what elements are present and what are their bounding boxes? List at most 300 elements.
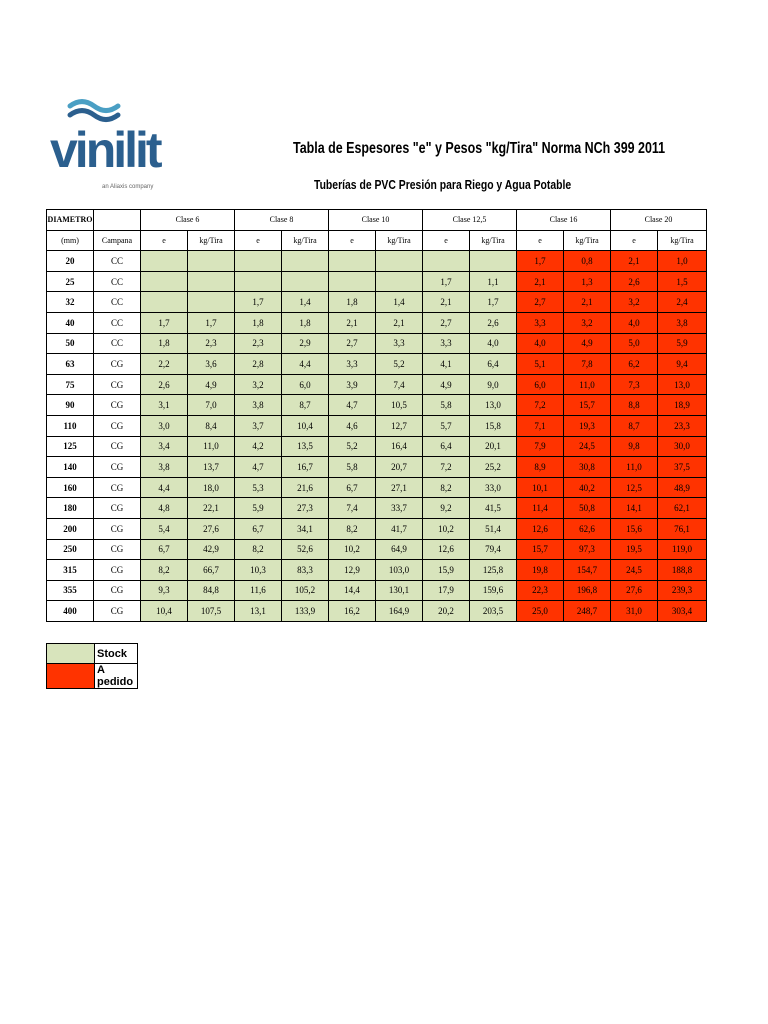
value-cell: 25,2 xyxy=(470,457,517,478)
value-cell: 13,7 xyxy=(188,457,235,478)
value-cell: 12,6 xyxy=(517,518,564,539)
diameter-cell: 32 xyxy=(47,292,94,313)
value-cell: 2,1 xyxy=(423,292,470,313)
header-class: Clase 12,5 xyxy=(423,210,517,231)
value-cell: 7,1 xyxy=(517,415,564,436)
value-cell: 2,2 xyxy=(141,354,188,375)
table-row xyxy=(47,271,707,292)
value-cell: 3,1 xyxy=(141,395,188,416)
value-cell xyxy=(329,251,376,272)
value-cell: 0,8 xyxy=(564,251,611,272)
value-cell: 303,4 xyxy=(658,601,707,622)
value-cell: 12,6 xyxy=(423,539,470,560)
value-cell: 6,7 xyxy=(235,518,282,539)
value-cell: 4,4 xyxy=(141,477,188,498)
value-cell: 2,1 xyxy=(611,251,658,272)
value-cell: 50,8 xyxy=(564,498,611,519)
value-cell: 15,8 xyxy=(470,415,517,436)
value-cell: 5,2 xyxy=(329,436,376,457)
value-cell: 1,4 xyxy=(376,292,423,313)
diameter-cell: 250 xyxy=(47,539,94,560)
diameter-cell: 200 xyxy=(47,518,94,539)
value-cell: 133,9 xyxy=(282,601,329,622)
value-cell: 7,2 xyxy=(517,395,564,416)
value-cell: 1,8 xyxy=(235,312,282,333)
value-cell: 27,6 xyxy=(611,580,658,601)
value-cell: 203,5 xyxy=(470,601,517,622)
header-spacer xyxy=(94,210,141,231)
value-cell: 12,9 xyxy=(329,560,376,581)
value-cell: 31,0 xyxy=(611,601,658,622)
value-cell: 11,6 xyxy=(235,580,282,601)
value-cell: 6,0 xyxy=(517,374,564,395)
value-cell: 4,7 xyxy=(329,395,376,416)
value-cell: 5,1 xyxy=(517,354,564,375)
value-cell: 18,9 xyxy=(658,395,707,416)
header-row-columns xyxy=(47,230,707,251)
value-cell: 10,2 xyxy=(423,518,470,539)
value-cell: 3,8 xyxy=(235,395,282,416)
value-cell: 42,9 xyxy=(188,539,235,560)
table-row xyxy=(47,415,707,436)
header-class: Clase 20 xyxy=(611,210,707,231)
value-cell: 62,6 xyxy=(564,518,611,539)
value-cell: 2,8 xyxy=(235,354,282,375)
legend-swatch-stock xyxy=(47,644,95,664)
value-cell: 9,8 xyxy=(611,436,658,457)
diameter-cell: 75 xyxy=(47,374,94,395)
legend-swatch-pedido xyxy=(47,664,95,689)
legend-label-pedido: A pedido xyxy=(95,664,138,689)
value-cell: 196,8 xyxy=(564,580,611,601)
value-cell xyxy=(282,271,329,292)
value-cell: 62,1 xyxy=(658,498,707,519)
value-cell: 1,0 xyxy=(658,251,707,272)
campana-cell: CG xyxy=(94,580,141,601)
value-cell: 105,2 xyxy=(282,580,329,601)
legend-item-pedido xyxy=(47,664,138,689)
value-cell: 15,7 xyxy=(517,539,564,560)
value-cell: 40,2 xyxy=(564,477,611,498)
value-cell: 7,9 xyxy=(517,436,564,457)
diameter-cell: 315 xyxy=(47,560,94,581)
value-cell: 3,3 xyxy=(376,333,423,354)
campana-cell: CG xyxy=(94,374,141,395)
value-cell xyxy=(188,251,235,272)
value-cell: 3,2 xyxy=(564,312,611,333)
value-cell: 34,1 xyxy=(282,518,329,539)
value-cell: 64,9 xyxy=(376,539,423,560)
value-cell: 2,7 xyxy=(517,292,564,313)
campana-cell: CC xyxy=(94,312,141,333)
value-cell: 5,2 xyxy=(376,354,423,375)
value-cell: 17,9 xyxy=(423,580,470,601)
value-cell: 9,3 xyxy=(141,580,188,601)
campana-cell: CG xyxy=(94,354,141,375)
brand-tagline: an Aliaxis company xyxy=(102,184,154,190)
table-row xyxy=(47,292,707,313)
value-cell: 3,2 xyxy=(235,374,282,395)
value-cell: 97,3 xyxy=(564,539,611,560)
value-cell: 2,6 xyxy=(611,271,658,292)
table-row xyxy=(47,477,707,498)
column-header: kg/Tira xyxy=(564,230,611,251)
campana-cell: CC xyxy=(94,333,141,354)
column-header: kg/Tira xyxy=(658,230,707,251)
value-cell: 119,0 xyxy=(658,539,707,560)
table-row xyxy=(47,580,707,601)
value-cell: 19,8 xyxy=(517,560,564,581)
value-cell: 4,0 xyxy=(611,312,658,333)
value-cell: 10,4 xyxy=(141,601,188,622)
value-cell xyxy=(235,251,282,272)
value-cell: 27,1 xyxy=(376,477,423,498)
campana-cell: CC xyxy=(94,251,141,272)
value-cell: 7,8 xyxy=(564,354,611,375)
value-cell: 6,4 xyxy=(423,436,470,457)
value-cell: 1,7 xyxy=(188,312,235,333)
value-cell: 84,8 xyxy=(188,580,235,601)
value-cell: 3,0 xyxy=(141,415,188,436)
value-cell: 5,8 xyxy=(423,395,470,416)
value-cell: 66,7 xyxy=(188,560,235,581)
campana-cell: CC xyxy=(94,292,141,313)
value-cell: 4,6 xyxy=(329,415,376,436)
value-cell: 4,8 xyxy=(141,498,188,519)
diameter-cell: 355 xyxy=(47,580,94,601)
page-subtitle: Tuberías de PVC Presión para Riego y Agua Potable xyxy=(314,177,572,192)
value-cell: 6,7 xyxy=(141,539,188,560)
value-cell: 2,7 xyxy=(423,312,470,333)
value-cell xyxy=(376,251,423,272)
column-header: kg/Tira xyxy=(188,230,235,251)
value-cell: 14,1 xyxy=(611,498,658,519)
value-cell: 8,9 xyxy=(517,457,564,478)
table-row xyxy=(47,312,707,333)
diameter-cell: 63 xyxy=(47,354,94,375)
column-header: (mm) xyxy=(47,230,94,251)
value-cell: 48,9 xyxy=(658,477,707,498)
campana-cell: CC xyxy=(94,271,141,292)
diameter-cell: 180 xyxy=(47,498,94,519)
value-cell: 21,6 xyxy=(282,477,329,498)
table-row xyxy=(47,333,707,354)
value-cell: 1,7 xyxy=(517,251,564,272)
value-cell: 5,0 xyxy=(611,333,658,354)
page-title: Tabla de Espesores "e" y Pesos "kg/Tira" Norma NCh 399 2011 xyxy=(293,140,666,157)
campana-cell: CG xyxy=(94,415,141,436)
value-cell: 33,7 xyxy=(376,498,423,519)
diameter-cell: 400 xyxy=(47,601,94,622)
column-header: e xyxy=(517,230,564,251)
value-cell: 2,1 xyxy=(517,271,564,292)
value-cell: 1,5 xyxy=(658,271,707,292)
value-cell: 1,4 xyxy=(282,292,329,313)
value-cell: 2,1 xyxy=(564,292,611,313)
value-cell: 3,3 xyxy=(329,354,376,375)
value-cell: 41,5 xyxy=(470,498,517,519)
value-cell: 11,4 xyxy=(517,498,564,519)
value-cell: 16,2 xyxy=(329,601,376,622)
legend-item-stock xyxy=(47,644,138,664)
header-diametro: DIAMETRO xyxy=(47,210,94,231)
value-cell: 24,5 xyxy=(611,560,658,581)
value-cell xyxy=(141,271,188,292)
value-cell: 239,3 xyxy=(658,580,707,601)
value-cell: 11,0 xyxy=(564,374,611,395)
diameter-cell: 50 xyxy=(47,333,94,354)
value-cell: 5,4 xyxy=(141,518,188,539)
value-cell xyxy=(188,292,235,313)
column-header: e xyxy=(141,230,188,251)
value-cell: 30,8 xyxy=(564,457,611,478)
value-cell: 16,4 xyxy=(376,436,423,457)
value-cell: 1,7 xyxy=(141,312,188,333)
value-cell xyxy=(329,271,376,292)
value-cell: 37,5 xyxy=(658,457,707,478)
value-cell: 52,6 xyxy=(282,539,329,560)
value-cell: 11,0 xyxy=(188,436,235,457)
diameter-cell: 140 xyxy=(47,457,94,478)
value-cell: 23,3 xyxy=(658,415,707,436)
value-cell: 1,3 xyxy=(564,271,611,292)
value-cell: 51,4 xyxy=(470,518,517,539)
table-row xyxy=(47,539,707,560)
value-cell: 2,1 xyxy=(329,312,376,333)
value-cell: 8,7 xyxy=(282,395,329,416)
column-header: kg/Tira xyxy=(282,230,329,251)
value-cell xyxy=(141,292,188,313)
value-cell: 154,7 xyxy=(564,560,611,581)
value-cell: 3,2 xyxy=(611,292,658,313)
campana-cell: CG xyxy=(94,518,141,539)
value-cell: 164,9 xyxy=(376,601,423,622)
campana-cell: CG xyxy=(94,436,141,457)
campana-cell: CG xyxy=(94,539,141,560)
value-cell: 27,3 xyxy=(282,498,329,519)
value-cell: 3,6 xyxy=(188,354,235,375)
diameter-cell: 40 xyxy=(47,312,94,333)
value-cell: 15,6 xyxy=(611,518,658,539)
value-cell: 4,2 xyxy=(235,436,282,457)
header-class: Clase 16 xyxy=(517,210,611,231)
value-cell: 2,6 xyxy=(141,374,188,395)
value-cell: 6,7 xyxy=(329,477,376,498)
value-cell: 2,1 xyxy=(376,312,423,333)
value-cell: 125,8 xyxy=(470,560,517,581)
value-cell: 3,9 xyxy=(329,374,376,395)
thickness-weight-table xyxy=(46,209,707,622)
value-cell xyxy=(376,271,423,292)
diameter-cell: 110 xyxy=(47,415,94,436)
value-cell: 11,0 xyxy=(611,457,658,478)
value-cell: 8,2 xyxy=(235,539,282,560)
value-cell: 4,4 xyxy=(282,354,329,375)
value-cell: 103,0 xyxy=(376,560,423,581)
value-cell: 3,3 xyxy=(423,333,470,354)
value-cell: 13,5 xyxy=(282,436,329,457)
value-cell: 1,8 xyxy=(141,333,188,354)
value-cell: 7,3 xyxy=(611,374,658,395)
value-cell: 14,4 xyxy=(329,580,376,601)
value-cell: 3,8 xyxy=(141,457,188,478)
value-cell: 79,4 xyxy=(470,539,517,560)
value-cell: 8,7 xyxy=(611,415,658,436)
value-cell: 10,4 xyxy=(282,415,329,436)
header-class: Clase 10 xyxy=(329,210,423,231)
value-cell: 1,7 xyxy=(235,292,282,313)
column-header: Campana xyxy=(94,230,141,251)
value-cell: 1,7 xyxy=(470,292,517,313)
table-row xyxy=(47,518,707,539)
value-cell: 7,4 xyxy=(376,374,423,395)
value-cell: 6,0 xyxy=(282,374,329,395)
value-cell: 4,7 xyxy=(235,457,282,478)
value-cell: 27,6 xyxy=(188,518,235,539)
value-cell: 2,3 xyxy=(235,333,282,354)
header-class: Clase 6 xyxy=(141,210,235,231)
value-cell: 15,9 xyxy=(423,560,470,581)
value-cell: 9,0 xyxy=(470,374,517,395)
value-cell: 5,7 xyxy=(423,415,470,436)
value-cell: 24,5 xyxy=(564,436,611,457)
value-cell xyxy=(188,271,235,292)
value-cell: 19,5 xyxy=(611,539,658,560)
value-cell: 4,9 xyxy=(564,333,611,354)
campana-cell: CG xyxy=(94,498,141,519)
diameter-cell: 160 xyxy=(47,477,94,498)
value-cell: 20,1 xyxy=(470,436,517,457)
value-cell: 8,4 xyxy=(188,415,235,436)
table-row xyxy=(47,560,707,581)
campana-cell: CG xyxy=(94,457,141,478)
value-cell: 4,0 xyxy=(517,333,564,354)
table-row xyxy=(47,601,707,622)
value-cell: 5,8 xyxy=(329,457,376,478)
campana-cell: CG xyxy=(94,395,141,416)
header-class: Clase 8 xyxy=(235,210,329,231)
table-row xyxy=(47,251,707,272)
value-cell: 16,7 xyxy=(282,457,329,478)
value-cell: 248,7 xyxy=(564,601,611,622)
value-cell: 3,8 xyxy=(658,312,707,333)
brand-name: vinilit xyxy=(50,122,160,178)
vinilit-logo xyxy=(48,98,160,198)
value-cell: 5,3 xyxy=(235,477,282,498)
value-cell: 159,6 xyxy=(470,580,517,601)
value-cell: 1,8 xyxy=(329,292,376,313)
value-cell: 2,9 xyxy=(282,333,329,354)
value-cell: 41,7 xyxy=(376,518,423,539)
value-cell: 13,1 xyxy=(235,601,282,622)
diameter-cell: 25 xyxy=(47,271,94,292)
value-cell: 83,3 xyxy=(282,560,329,581)
column-header: e xyxy=(235,230,282,251)
value-cell: 30,0 xyxy=(658,436,707,457)
value-cell: 7,0 xyxy=(188,395,235,416)
value-cell: 3,3 xyxy=(517,312,564,333)
table-row xyxy=(47,374,707,395)
value-cell: 1,8 xyxy=(282,312,329,333)
value-cell: 20,2 xyxy=(423,601,470,622)
value-cell: 22,1 xyxy=(188,498,235,519)
table-row xyxy=(47,457,707,478)
value-cell: 33,0 xyxy=(470,477,517,498)
value-cell xyxy=(423,251,470,272)
value-cell: 20,7 xyxy=(376,457,423,478)
value-cell: 9,2 xyxy=(423,498,470,519)
value-cell: 130,1 xyxy=(376,580,423,601)
value-cell: 1,7 xyxy=(423,271,470,292)
value-cell: 10,5 xyxy=(376,395,423,416)
value-cell: 188,8 xyxy=(658,560,707,581)
value-cell: 2,3 xyxy=(188,333,235,354)
campana-cell: CG xyxy=(94,560,141,581)
value-cell: 2,7 xyxy=(329,333,376,354)
diameter-cell: 125 xyxy=(47,436,94,457)
value-cell: 3,4 xyxy=(141,436,188,457)
value-cell: 6,2 xyxy=(611,354,658,375)
table-row xyxy=(47,395,707,416)
value-cell xyxy=(470,251,517,272)
value-cell: 13,0 xyxy=(658,374,707,395)
diameter-cell: 20 xyxy=(47,251,94,272)
value-cell: 7,2 xyxy=(423,457,470,478)
table-row xyxy=(47,354,707,375)
value-cell: 25,0 xyxy=(517,601,564,622)
value-cell: 8,2 xyxy=(329,518,376,539)
value-cell: 4,9 xyxy=(188,374,235,395)
value-cell: 5,9 xyxy=(235,498,282,519)
value-cell: 8,2 xyxy=(141,560,188,581)
campana-cell: CG xyxy=(94,477,141,498)
value-cell: 6,4 xyxy=(470,354,517,375)
table-row xyxy=(47,498,707,519)
value-cell: 9,4 xyxy=(658,354,707,375)
column-header: kg/Tira xyxy=(470,230,517,251)
value-cell xyxy=(141,251,188,272)
value-cell xyxy=(235,271,282,292)
value-cell: 4,1 xyxy=(423,354,470,375)
value-cell: 3,7 xyxy=(235,415,282,436)
value-cell: 22,3 xyxy=(517,580,564,601)
column-header: kg/Tira xyxy=(376,230,423,251)
column-header: e xyxy=(423,230,470,251)
campana-cell: CG xyxy=(94,601,141,622)
table-row xyxy=(47,436,707,457)
value-cell: 4,9 xyxy=(423,374,470,395)
column-header: e xyxy=(329,230,376,251)
value-cell: 4,0 xyxy=(470,333,517,354)
legend xyxy=(46,643,138,689)
value-cell: 12,7 xyxy=(376,415,423,436)
value-cell: 10,2 xyxy=(329,539,376,560)
value-cell: 18,0 xyxy=(188,477,235,498)
value-cell: 1,1 xyxy=(470,271,517,292)
header-row-classes xyxy=(47,210,707,231)
value-cell: 8,2 xyxy=(423,477,470,498)
value-cell: 2,4 xyxy=(658,292,707,313)
value-cell: 2,6 xyxy=(470,312,517,333)
value-cell: 7,4 xyxy=(329,498,376,519)
legend-label-stock: Stock xyxy=(95,644,138,664)
value-cell: 10,1 xyxy=(517,477,564,498)
value-cell: 13,0 xyxy=(470,395,517,416)
value-cell: 19,3 xyxy=(564,415,611,436)
value-cell: 10,3 xyxy=(235,560,282,581)
value-cell: 15,7 xyxy=(564,395,611,416)
value-cell: 8,8 xyxy=(611,395,658,416)
